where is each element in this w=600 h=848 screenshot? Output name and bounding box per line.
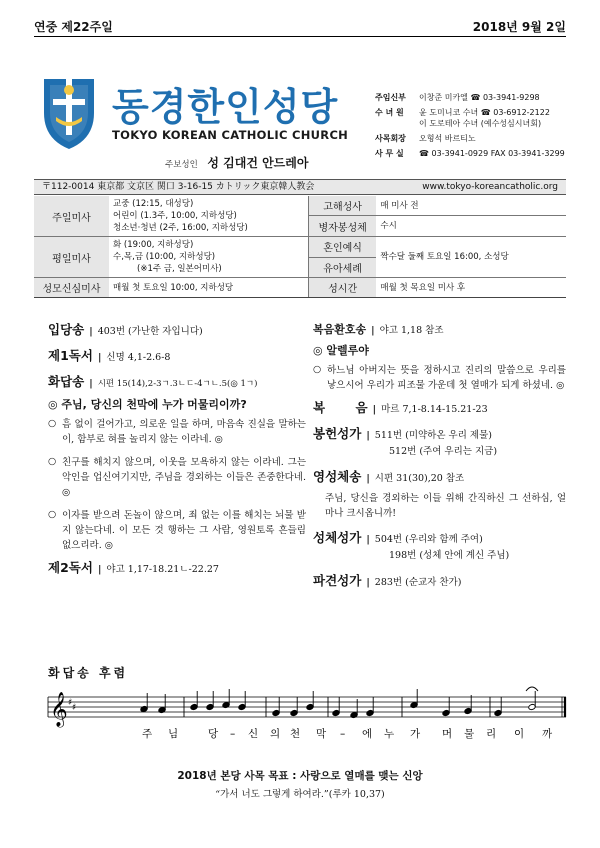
schedule-value [109, 237, 308, 278]
communion-hymn-2 [313, 549, 566, 563]
schedule-label: 성모신심미사 [34, 278, 109, 298]
second-reading: 제2독서 | 야고 1,17-18.21ㄴ-22.27 [48, 560, 219, 575]
item-value: 511번 (미약하온 우리 제물) [374, 430, 492, 441]
communion-antiphon-text: 주님, 당신을 경외하는 이들 위해 간직하신 그 선하심, 얼마나 크시옵니까! [325, 493, 566, 519]
sharp-icon: ♯ [68, 698, 73, 708]
lyric-syllable: 의 [270, 728, 281, 740]
patron-saint [165, 154, 308, 171]
lyric-syllable: 신 [248, 728, 259, 740]
item-value: 야고 1,18 참조 [379, 325, 444, 336]
contact-list [375, 92, 575, 159]
item-key: 제1독서 [48, 348, 93, 363]
lyric-syllable: 까 [542, 728, 553, 740]
contact-key [375, 118, 419, 129]
church-logo-icon [40, 73, 98, 151]
verse-text: 하느님 아버지는 뜻을 정하시고 진리의 말씀으로 우리를 낳으시어 우리가 피조물 가운데 첫 열매가 되게 하셨네. ◎ [327, 365, 566, 391]
recessional-hymn: 파견성가 | 283번 (순교자 찬가) [313, 573, 462, 588]
lyric-syllable: 에 [362, 728, 373, 740]
lyric-syllable: – [340, 728, 346, 740]
item-key: 제2독서 [48, 560, 93, 575]
pastoral-goal: 2018년 본당 사목 목표 : 사랑으로 열매를 맺는 신앙 [177, 770, 423, 782]
item-key: 복 음 [313, 400, 368, 415]
psalm-verse: ○ 흠 없이 걸어가고, 의로운 일을 하며, 마음속 진실을 말하는 이, 함부로 혀를 놀리지 않는 이라네. ◎ [48, 418, 306, 445]
schedule-line: (※1주 금, 일본어미사) [137, 264, 222, 274]
lyric-syllable: 이 [514, 728, 525, 740]
top-line [34, 18, 566, 32]
schedule-line: 교중 (12:15, 대성당) [113, 199, 194, 209]
table-row [34, 196, 566, 216]
lyric-syllable: 가 [410, 728, 421, 740]
item-value: 야고 1,17-18.21ㄴ-22.27 [106, 564, 219, 575]
website-link[interactable]: www.tokyo-koreancatholic.org [422, 182, 558, 192]
item-key: 복음환호송 [313, 323, 367, 336]
contact-key: 수 녀 원 [375, 108, 404, 117]
contact-value: 이창준 미카엘 ☎ 03-3941-9298 [419, 93, 540, 102]
patron-name: 성 김대건 안드레아 [207, 156, 309, 170]
item-value: 시편 31(30),20 참조 [374, 473, 465, 484]
schedule-value [109, 196, 308, 237]
gospel-reading: 복 음 | 마르 7,1-8.14-15.21-23 [313, 400, 488, 415]
offertory-hymn-2 [313, 445, 566, 459]
sharp-icon: ♯ [72, 703, 77, 713]
postal-address: 〒112-0014 東京都 文京区 関口 3-16-15 カトリック東京韓人教会 [42, 182, 315, 192]
schedule-value: 짝수달 둘째 토요일 16:00, 소성당 [376, 237, 566, 278]
contact-value: 오형석 바르티노 [419, 134, 476, 143]
alleluia: ◎ 알렐루야 [313, 344, 369, 357]
liturgy-right-column [313, 323, 566, 600]
verse-text: 이자를 받으려 돈놀이 않으며, 죄 없는 이를 해치는 뇌물 받지 않는다네. 이 모든 것 행하는 그 사람, 영원토록 흔들림 없으리라. ◎ [62, 510, 306, 551]
verse-text: 친구를 해치지 않으며, 이웃을 모욕하지 않는 이라네. 그는 악인을 업신여기지만, 주님을 경외하는 이들은 존중한다네. ◎ [62, 457, 306, 498]
lyric-syllable: 님 [168, 728, 179, 740]
offertory-hymn: 봉헌성가 | 511번 (미약하온 우리 제물) [313, 426, 492, 441]
schedule-value: 매월 첫 토요일 10:00, 지하성당 [109, 278, 308, 298]
lyric-syllable: 누 [384, 728, 395, 740]
lyric-syllable: 막 [316, 728, 327, 740]
music-score [44, 683, 570, 745]
contact-row [375, 133, 575, 144]
lyric-syllable: 주 [142, 728, 153, 740]
item-key: 영성체송 [313, 469, 362, 484]
psalm-response: ◎ 주님, 당신의 천막에 누가 머물리이까? [48, 398, 247, 411]
psalm-verse: ○ 이자를 받으려 돈놀이 않으며, 죄 없는 이를 해치는 뇌물 받지 않는다네. 이 모든 것 행하는 그 사람, 영원토록 흔들림 없으리라. ◎ [48, 509, 306, 551]
schedule-label: 유아세례 [308, 257, 376, 278]
item-value: 마르 7,1-8.14-15.21-23 [381, 404, 488, 415]
church-name-korean: 동경한인성당 [112, 85, 339, 129]
item-value: 403번 (가난한 자입니다) [97, 326, 203, 337]
item-value: 신명 4,1-2.6-8 [106, 352, 171, 363]
schedule-label: 고해성사 [308, 196, 376, 216]
schedule-label: 주일미사 [34, 196, 109, 237]
item-key: 화답송 [48, 374, 85, 389]
contact-key: 주임신부 [375, 93, 406, 102]
item-value: 283번 (순교자 찬가) [374, 577, 462, 588]
contact-key: 사목회장 [375, 134, 406, 143]
contact-value: ☎ 03-3941-0929 FAX 03-3941-3299 [419, 149, 565, 158]
scripture-quote: “가서 너도 그렇게 하여라.”(루카 10,37) [215, 789, 385, 800]
lyric-syllable: 리 [486, 728, 497, 740]
schedule-label: 병자봉성체 [308, 216, 376, 237]
lyric-syllable: – [230, 728, 236, 740]
address-bar [34, 179, 566, 195]
item-key: 성체성가 [313, 530, 362, 545]
communion-antiphon: 영성체송 | 시편 31(30),20 참조 [313, 469, 465, 484]
date-label: 2018년 9월 2일 [472, 20, 566, 34]
treble-clef-icon: 𝄞 [50, 692, 68, 727]
schedule-line: 청소년·청년 (2주, 16:00, 지하성당) [113, 223, 248, 233]
psalm-verse: ○ 친구를 해치지 않으며, 이웃을 모욕하지 않는 이라네. 그는 악인을 업신여기지만, 주님을 경외하는 이들은 존중한다네. ◎ [48, 456, 306, 498]
contact-row [375, 118, 575, 129]
verse-text: 흠 없이 걸어가고, 의로운 일을 하며, 마음속 진실을 말하는 이, 함부로 혀를 놀리지 않는 이라네. ◎ [62, 419, 306, 445]
schedule-value: 매 미사 전 [376, 196, 566, 216]
liturgy-left-column [48, 323, 306, 587]
fermata-icon [526, 687, 538, 691]
schedule-line: 어린이 (1.3주, 10:00, 지하성당) [113, 211, 237, 221]
lyric-syllable: 물 [464, 728, 475, 740]
contact-row [375, 107, 575, 118]
contact-value: 윤 도미니코 수녀 ☎ 03-6912-2122 [419, 108, 550, 117]
contact-row [375, 92, 575, 103]
schedule-value: 매월 첫 목요일 미사 후 [376, 278, 566, 298]
item-key: 입당송 [48, 322, 85, 337]
schedule-value: 수시 [376, 216, 566, 237]
communion-hymn: 성체성가 | 504번 (우리와 함께 주여) [313, 530, 483, 545]
contact-row [375, 148, 575, 159]
mass-schedule-table [34, 196, 566, 298]
lyric-syllable: 당 [208, 728, 219, 740]
church-name-english: TOKYO KOREAN CATHOLIC CHURCH [112, 128, 349, 142]
week-label: 연중 제22주일 [34, 20, 113, 34]
gospel-acclamation: 복음환호송 | 야고 1,18 참조 [313, 323, 444, 336]
item-value: 시편 15(14),2-3ㄱ.3ㄴㄷ-4ㄱㄴ.5(◎ 1ㄱ) [97, 379, 258, 389]
schedule-label: 평일미사 [34, 237, 109, 278]
patron-label: 주보성인 [165, 160, 198, 170]
top-divider [34, 36, 566, 37]
notes [140, 687, 538, 719]
contact-value: 이 도로테아 수녀 (예수성심시녀회) [419, 119, 542, 128]
first-reading: 제1독서 | 신명 4,1-2.6-8 [48, 348, 171, 363]
schedule-label: 성시간 [308, 278, 376, 298]
item-value: 512번 (주여 우리는 지금) [389, 446, 498, 457]
table-row [34, 278, 566, 298]
item-value: 198번 (성체 안에 계신 주님) [389, 550, 510, 561]
entrance-hymn: 입당송 | 403번 (가난한 자입니다) [48, 322, 203, 337]
table-row [34, 237, 566, 258]
schedule-label: 혼인예식 [308, 237, 376, 258]
refrain-title: 화답송 후렴 [48, 666, 129, 680]
lyric-syllable: 머 [442, 728, 453, 740]
item-value: 504번 (우리와 함께 주여) [374, 534, 483, 545]
schedule-line: 수,목,금 (10:00, 지하성당) [113, 252, 216, 262]
responsorial-psalm: 화답송 | 시편 15(14),2-3ㄱ.3ㄴㄷ-4ㄱㄴ.5(◎ 1ㄱ) [48, 374, 258, 389]
contact-key: 사 무 실 [375, 149, 404, 158]
item-key: 봉헌성가 [313, 426, 362, 441]
lyric-syllable: 천 [290, 728, 301, 740]
schedule-line: 화 (19:00, 지하성당) [113, 240, 194, 250]
lyrics [142, 727, 553, 740]
alleluia-verse: ○ 하느님 아버지는 뜻을 정하시고 진리의 말씀으로 우리를 낳으시어 우리가 피조물 가운데 첫 열매가 되게 하셨네. ◎ [313, 364, 566, 391]
item-key: 파견성가 [313, 573, 362, 588]
